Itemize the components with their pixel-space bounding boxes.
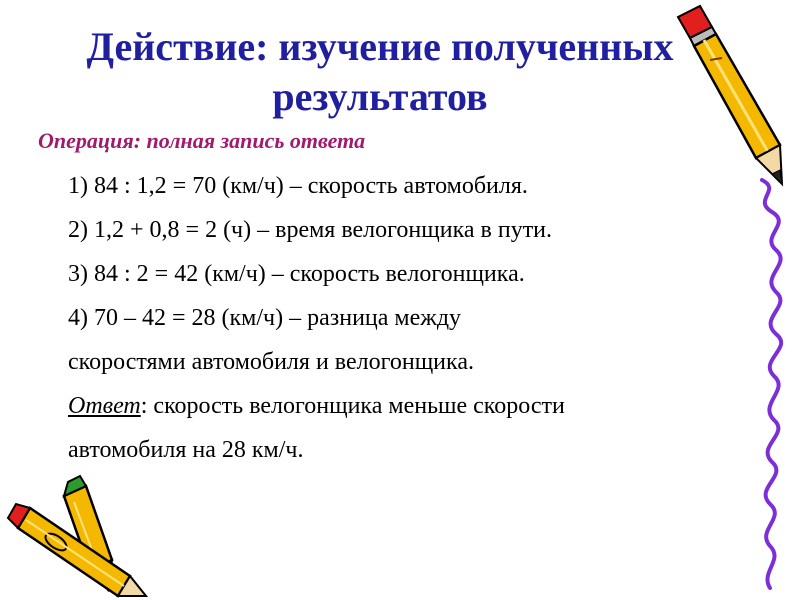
solution-text	[68, 170, 748, 478]
answer-text: : скорость велогонщика меньше скорости	[140, 393, 565, 419]
answer-line-1	[68, 390, 748, 434]
slide-title	[20, 22, 740, 122]
solution-line-4: 4) 70 – 42 = 28 (км/ч) – разница между	[68, 305, 462, 331]
slide-title-line2: результатов	[272, 74, 488, 119]
slide-title-line1: Действие: изучение полученных	[86, 24, 674, 69]
solution-line-5: скоростями автомобиля и велогонщика.	[68, 349, 474, 375]
operation-subtitle: Операция: полная запись ответа	[38, 128, 366, 153]
answer-label: Ответ	[68, 393, 141, 419]
solution-line-3: 3) 84 : 2 = 42 (км/ч) – скорость велогонщика.	[68, 261, 525, 287]
solution-line-2: 2) 1,2 + 0,8 = 2 (ч) – время велогонщика в пути.	[68, 217, 553, 243]
answer-line-2: автомобиля на 28 км/ч.	[68, 437, 304, 463]
solution-line-1: 1) 84 : 1,2 = 70 (км/ч) – скорость автомобиля.	[68, 173, 528, 199]
